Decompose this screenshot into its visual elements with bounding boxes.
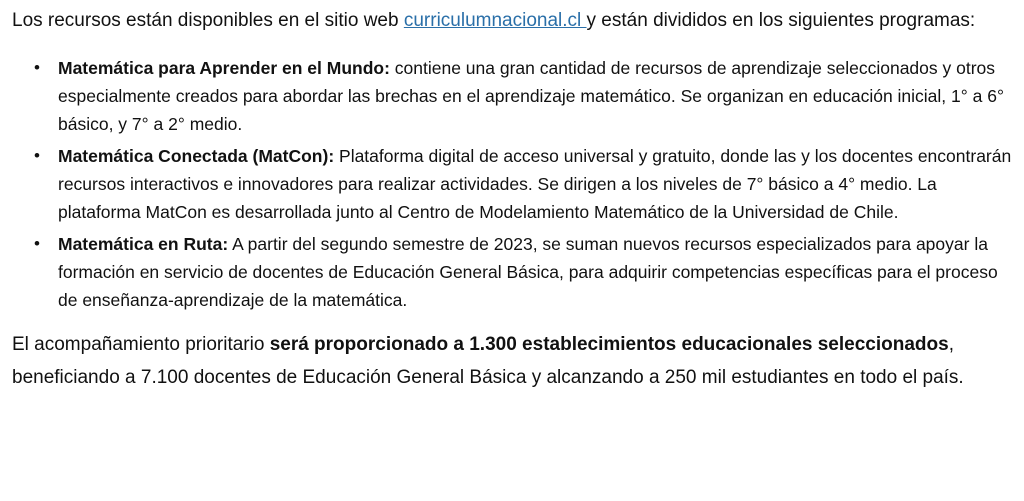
- bullet-icon: •: [34, 234, 40, 253]
- curriculum-site-link[interactable]: curriculumnacional.cl: [403, 10, 587, 31]
- list-item: [34, 230, 1014, 314]
- closing-paragraph: [12, 328, 1014, 394]
- program-name: Matemática para Aprender en el Mundo:: [58, 58, 390, 78]
- program-description: A partir del segundo semestre de 2023, se suman nuevos recursos especializados para apoyar la formación en servicio de docentes de Educación General Básica, para adquirir competencias específicas para el proceso de enseñanza-aprendizaje de la matemática.: [58, 234, 998, 310]
- closing-text-after-bold: , beneficiando a 7.100 docentes de Educación General Básica y alcanzando a 250 mil estudiantes en todo el país.: [12, 334, 964, 388]
- intro-paragraph: [12, 6, 1014, 35]
- bullet-icon: •: [34, 146, 40, 165]
- closing-text-before-bold: El acompañamiento prioritario: [12, 334, 270, 355]
- intro-text-after-link: y están divididos en los siguientes programas:: [586, 10, 976, 31]
- bullet-icon: •: [34, 58, 40, 77]
- closing-bold-text: será proporcionado a 1.300 establecimientos educacionales seleccionados: [269, 334, 949, 355]
- list-item: [34, 142, 1014, 226]
- program-name: Matemática en Ruta:: [58, 234, 229, 254]
- program-name: Matemática Conectada (MatCon):: [58, 146, 335, 166]
- program-description: contiene una gran cantidad de recursos de aprendizaje seleccionados y otros especialmente creados para abordar las brechas en el aprendizaje matemático. Se organizan en educación inicial, 1° a 6° básico, y 7° a 2° medio.: [58, 58, 1004, 134]
- programs-list: [12, 54, 1014, 314]
- list-item: [34, 54, 1014, 138]
- program-description: Plataforma digital de acceso universal y gratuito, donde las y los docentes encontrarán recursos interactivos e innovadores para realizar actividades. Se dirigen a los niveles de 7° básico a 4° medio. La plataforma MatCon es desarrollada junto al Centro de Modelamiento Matemático de la Universidad de Chile.: [58, 146, 1012, 222]
- intro-text-before-link: Los recursos están disponibles en el sitio web: [12, 10, 404, 31]
